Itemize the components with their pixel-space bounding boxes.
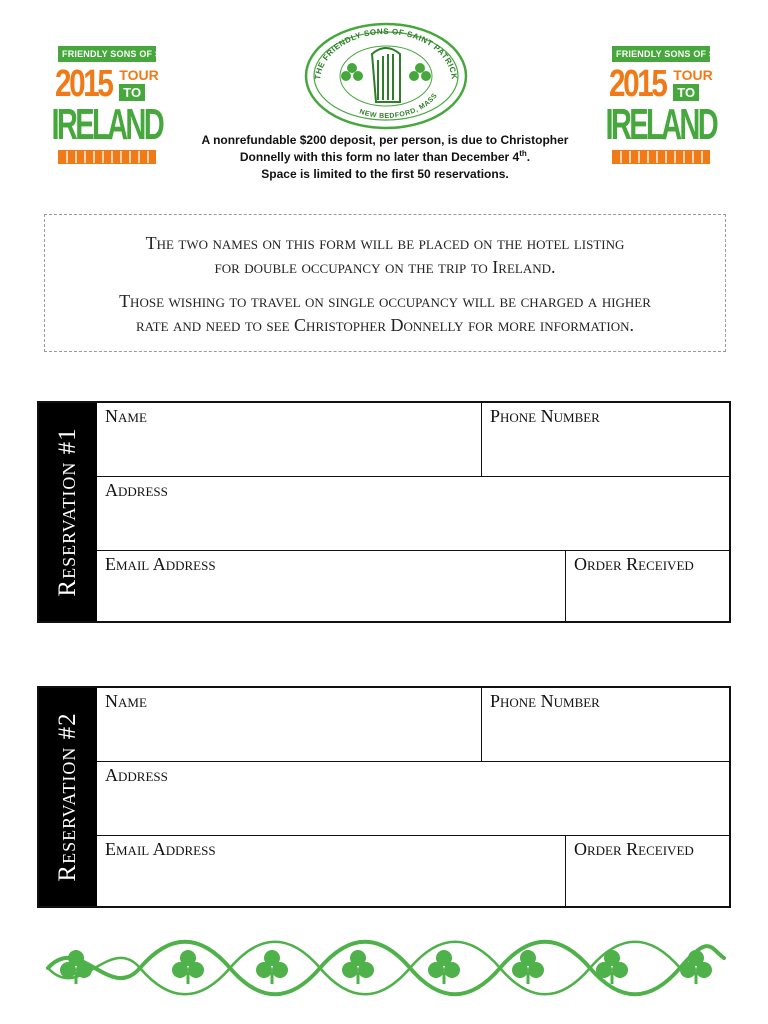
reservation-title: Reservation #1	[54, 427, 81, 597]
logo-ireland: IRELAND	[605, 100, 717, 149]
reservation-title: Reservation #2	[54, 712, 81, 882]
name-label: Name	[105, 691, 147, 711]
logo-org-text: FRIENDLY SONS OF ST. PATRICK	[58, 46, 156, 62]
address-field[interactable]	[97, 762, 729, 835]
tour-logo-right	[605, 46, 766, 196]
info-line-3: Those wishing to travel on single occupancy will be charged a higher	[119, 291, 651, 311]
notice-line-1: A nonrefundable $200 deposit, per person, is due to Christopher	[201, 133, 569, 147]
address-field[interactable]	[97, 477, 729, 550]
address-label: Address	[105, 765, 168, 785]
seal-top-text: THE FRIENDLY SONS OF SAINT PATRICK	[313, 26, 460, 81]
celtic-knot-icon	[612, 150, 710, 164]
seal-bottom-text: NEW BEDFORD, MASS	[358, 92, 439, 120]
address-label: Address	[105, 480, 168, 500]
email-label: Email Address	[105, 554, 216, 574]
name-field[interactable]	[97, 403, 481, 476]
seal-emblem-icon	[302, 20, 470, 130]
tour-logo-left	[51, 46, 212, 196]
name-label: Name	[105, 406, 147, 426]
reservation-title-bar	[39, 403, 97, 621]
logo-year: 2015	[55, 63, 112, 105]
email-address-field[interactable]	[97, 551, 565, 621]
occupancy-info-box	[44, 214, 726, 352]
phone-label: Phone Number	[490, 691, 600, 711]
info-line-4: rate and need to see Christopher Donnelly for more information.	[136, 315, 634, 335]
deposit-notice	[180, 132, 590, 183]
logo-to: TO	[673, 84, 699, 101]
logo-tour: TOUR	[119, 66, 159, 83]
logo-tour: TOUR	[673, 66, 713, 83]
celtic-knot-icon	[58, 150, 156, 164]
reservation-form-2	[37, 686, 731, 908]
order-received-field[interactable]	[565, 836, 729, 906]
info-line-1: The two names on this form will be placed on the hotel listing	[145, 233, 625, 253]
notice-line-2: Donnelly with this form no later than December 4th.	[239, 149, 531, 164]
email-address-field[interactable]	[97, 836, 565, 906]
order-received-field[interactable]	[565, 551, 729, 621]
logo-to: TO	[119, 84, 145, 101]
phone-number-field[interactable]	[481, 688, 729, 761]
info-line-2: for double occupancy on the trip to Ireland.	[214, 257, 556, 277]
logo-ireland: IRELAND	[51, 100, 163, 149]
shamrock-vine-border-icon	[40, 928, 730, 1006]
order-label: Order Received	[574, 554, 694, 574]
order-label: Order Received	[574, 839, 694, 859]
name-field[interactable]	[97, 688, 481, 761]
notice-line-3: Space is limited to the first 50 reservations.	[261, 167, 509, 181]
reservation-form-1	[37, 401, 731, 623]
phone-label: Phone Number	[490, 406, 600, 426]
email-label: Email Address	[105, 839, 216, 859]
logo-org-text: FRIENDLY SONS OF ST. PATRICK	[612, 46, 710, 62]
phone-number-field[interactable]	[481, 403, 729, 476]
reservation-title-bar	[39, 688, 97, 906]
logo-year: 2015	[609, 63, 666, 105]
